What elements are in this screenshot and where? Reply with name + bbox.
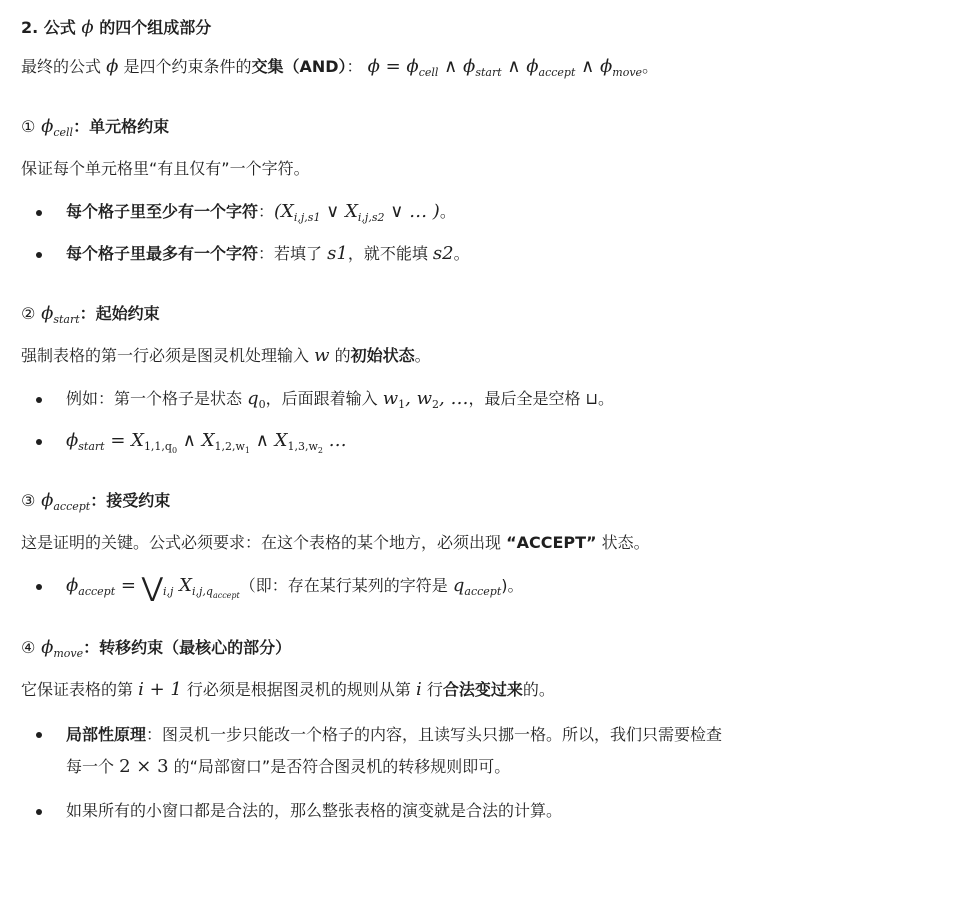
- s2-math-w: w: [314, 345, 330, 366]
- s4-bold: 合法变过来: [442, 680, 523, 699]
- intro-end: 。: [642, 57, 659, 76]
- s1-title: ：单元格约束: [73, 117, 170, 136]
- s2-phi: $\phi_{start}$: [35, 303, 80, 326]
- bullet-icon: [36, 397, 42, 403]
- s3-bullets: [21, 572, 936, 602]
- s3-bold: “ACCEPT”: [506, 533, 597, 552]
- bullet-icon: [36, 210, 42, 216]
- s1-b1-bold: 每个格子里至少有一个字符: [66, 202, 259, 221]
- intro-line: [21, 53, 936, 81]
- s2-heading: [21, 300, 936, 328]
- s3-bullet-1: $\phi_{accept}$ = $⋁_{i,j}$ $X_{i,j,q_{accept}}$（即：存在某行某列的字符是 $q_{accept}$)。: [21, 572, 936, 602]
- heading-text: 的四个组成部分: [93, 18, 212, 37]
- heading-phi: ϕ: [81, 17, 94, 38]
- bullet-icon: [36, 809, 42, 815]
- heading-number: 2. 公式: [21, 18, 82, 37]
- s2-description: 强制表格的第一行必须是图灵机处理输入 w 的初始状态。: [21, 345, 431, 366]
- s4-description: 它保证表格的第 i + 1 行必须是根据图灵机的规则从第 i 行合法变过来的。: [21, 679, 555, 700]
- intro-colon: ：: [346, 57, 363, 76]
- bullet-icon: [36, 732, 42, 738]
- s1-heading: [21, 113, 936, 141]
- s3-phi: $\phi_{accept}$: [35, 490, 91, 513]
- document: [21, 14, 936, 825]
- s1-bullet-1: 每个格子里至少有一个字符：($X_{i,j,s1}$ ∨ $X_{i,j,s2}$ ∨ … )。: [21, 198, 936, 226]
- s1-b2-math2: s2: [432, 243, 454, 264]
- s2-w-seq: $w_1$, $w_2$, …: [382, 388, 469, 411]
- blank-symbol: ⊔: [585, 389, 599, 408]
- intro-text: 最终的公式: [21, 57, 107, 76]
- s1-bullet-2: 每个格子里最多有一个字符：若填了 s1，就不能填 s2。: [21, 240, 936, 268]
- bullet-icon: [36, 252, 42, 258]
- intro-text-2: 是四个约束条件的: [118, 57, 252, 76]
- s1-phi: $\phi_{cell}$: [35, 116, 74, 139]
- s4-math-i: i: [416, 679, 422, 700]
- s4-heading: [21, 634, 936, 662]
- intro-phi: ϕ: [106, 56, 119, 77]
- s2-bullet-2: [21, 427, 936, 455]
- s3-q-accept: $q_{accept}$: [452, 575, 502, 598]
- s1-b2-math1: s1: [327, 243, 348, 264]
- s3-formula: $\phi_{accept}$ = $⋁_{i,j}$ $X_{i,j,q_{accept}}$: [66, 573, 240, 603]
- s4-math-i1: i + 1: [138, 679, 182, 700]
- s1-description: 保证每个单元格里“有且仅有”一个字符。: [21, 159, 310, 178]
- circled-2: ②: [21, 304, 36, 323]
- intro-formula: $\phi = \phi_{cell}$ ∧ $\phi_{start}$ ∧ $\phi_{accept}$ ∧ $\phi_{move}$: [367, 56, 643, 79]
- s2-bullets: [21, 385, 936, 455]
- s3-description: 这是证明的关键。公式必须要求：在这个表格的某个地方，必须出现 “ACCEPT” 状态。: [21, 533, 650, 552]
- s2-bullet-1: 例如：第一个格子是状态 $q_0$，后面跟着输入 $w_1$, $w_2$, …，最后全是空格 ⊔。: [21, 385, 936, 413]
- bullet-icon: [36, 584, 42, 590]
- s4-phi: $\phi_{move}$: [35, 637, 84, 660]
- s4-bullet-1: 局部性原理：图灵机一步只能改一个格子的内容，且读写头只挪一格。所以，我们只需要检查 每一个 2 × 3 的“局部窗口”是否符合图灵机的转移规则即可。: [21, 719, 936, 783]
- s4-math-window: 2 × 3: [119, 756, 169, 777]
- s1-bullets: [21, 198, 936, 268]
- s4-bullet-2: 如果所有的小窗口都是合法的，那么整张表格的演变就是合法的计算。: [21, 797, 936, 825]
- circled-1: ①: [21, 117, 36, 136]
- circled-4: ④: [21, 638, 36, 657]
- s1-b1-formula: ($X_{i,j,s1}$ ∨ $X_{i,j,s2}$ ∨ … ): [274, 201, 440, 224]
- circled-3: ③: [21, 491, 36, 510]
- s4-title: ：转移约束（最核心的部分）: [83, 638, 292, 657]
- bullet-icon: [36, 439, 42, 445]
- s2-bold: 初始状态: [350, 346, 415, 365]
- s2-q0: $q_0$: [247, 388, 266, 411]
- s4-bullets: [21, 719, 936, 825]
- s1-b2-bold: 每个格子里最多有一个字符: [66, 244, 259, 263]
- s2-title: ：起始约束: [79, 304, 160, 323]
- s4-b1-bold: 局部性原理: [66, 725, 147, 744]
- intro-bold: 交集（AND）: [251, 57, 347, 76]
- s3-heading: [21, 487, 936, 515]
- s3-title: ：接受约束: [90, 491, 171, 510]
- section-heading: [21, 14, 936, 42]
- s2-formula: $\phi_{start} = X_{1,1,q_0}$ ∧ $X_{1,2,w_1}$ ∧ $X_{1,3,w_2}$ …: [66, 430, 347, 455]
